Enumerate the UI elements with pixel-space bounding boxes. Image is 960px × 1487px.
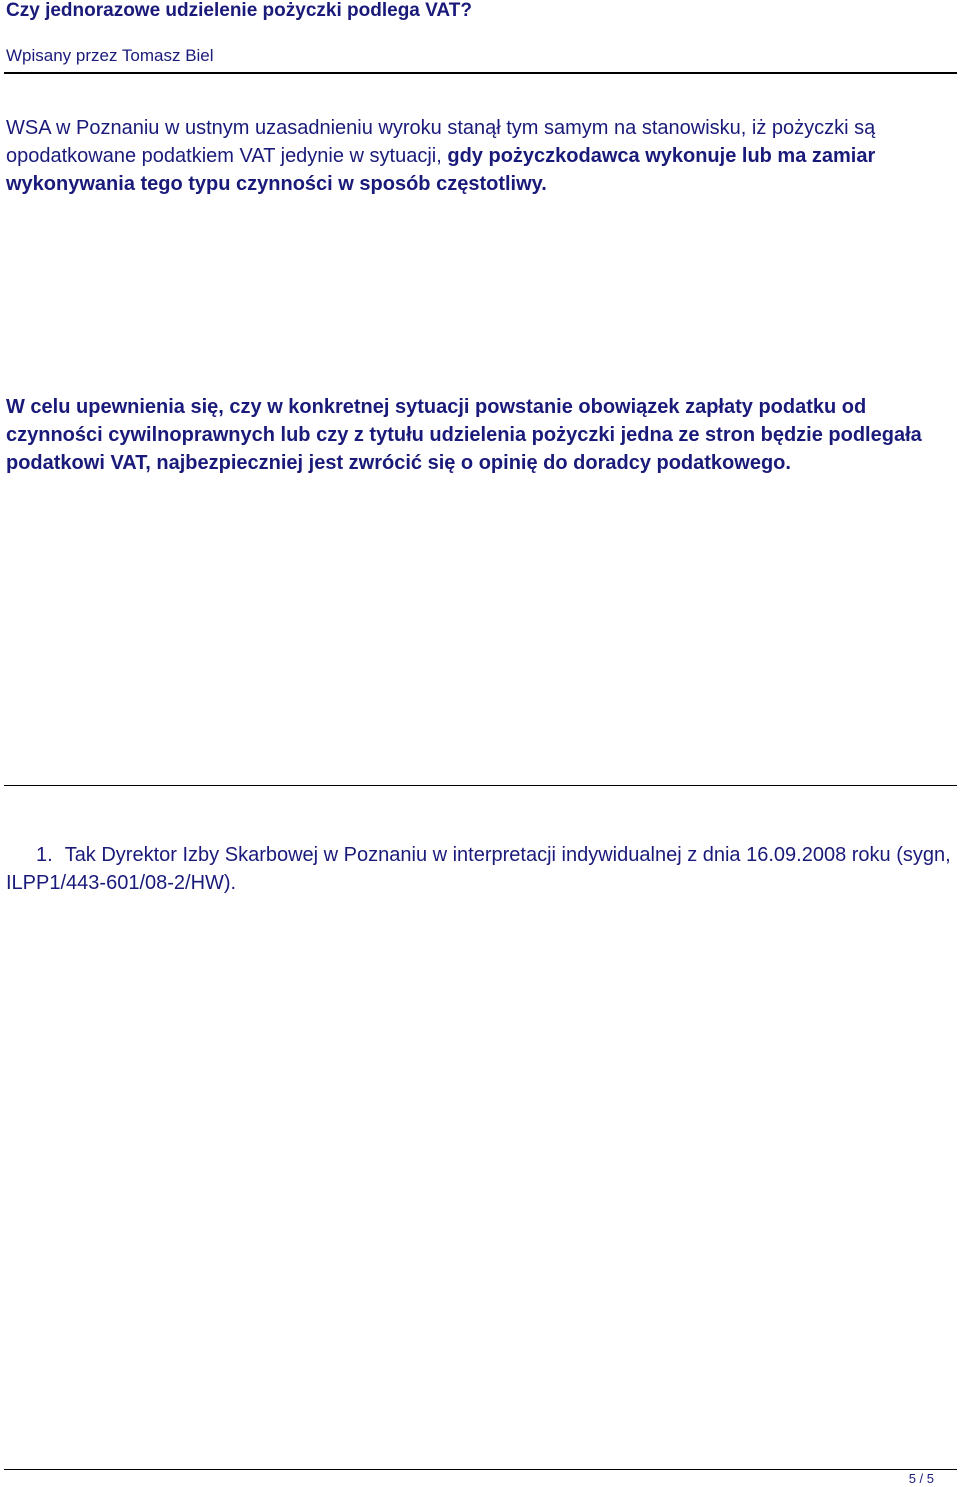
footer-divider [4,1469,957,1470]
author-line: Wpisany przez Tomasz Biel [6,46,214,65]
document-title: Czy jednorazowe udzielenie pożyczki podlega VAT? [6,0,472,21]
footnote-divider [4,785,957,786]
paragraph-1-bold: gdy pożyczkodawca wykonuje lub ma zamiar wykonywania tego typu czynności w sposób częstotliwy. [6,145,876,195]
footnote-1 [6,841,956,897]
page-number: 5 / 5 [908,1471,934,1486]
footnote-number: 1. [36,844,53,866]
paragraph-1 [6,114,956,198]
header-divider [4,72,957,74]
paragraph-1-plain: WSA w Poznaniu w ustnym uzasadnieniu wyroku stanął tym samym na stanowisku, iż pożyczki są opodatkowane podatkiem VAT jedynie w sytuacji, [6,117,876,167]
footnote-text: Tak Dyrektor Izby Skarbowej w Poznaniu w interpretacji indywidualnej z dnia 16.09.2008 roku (sygn, ILPP1/443-601/08-2/HW). [6,844,951,894]
paragraph-2: W celu upewnienia się, czy w konkretnej sytuacji powstanie obowiązek zapłaty podatku od czynności cywilnoprawnych lub czy z tytułu udzielenia pożyczki jedna ze stron będzie podlegała podatkowi VAT, najbezpieczniej jest zwrócić się o opinię do doradcy podatkowego. [6,396,922,474]
